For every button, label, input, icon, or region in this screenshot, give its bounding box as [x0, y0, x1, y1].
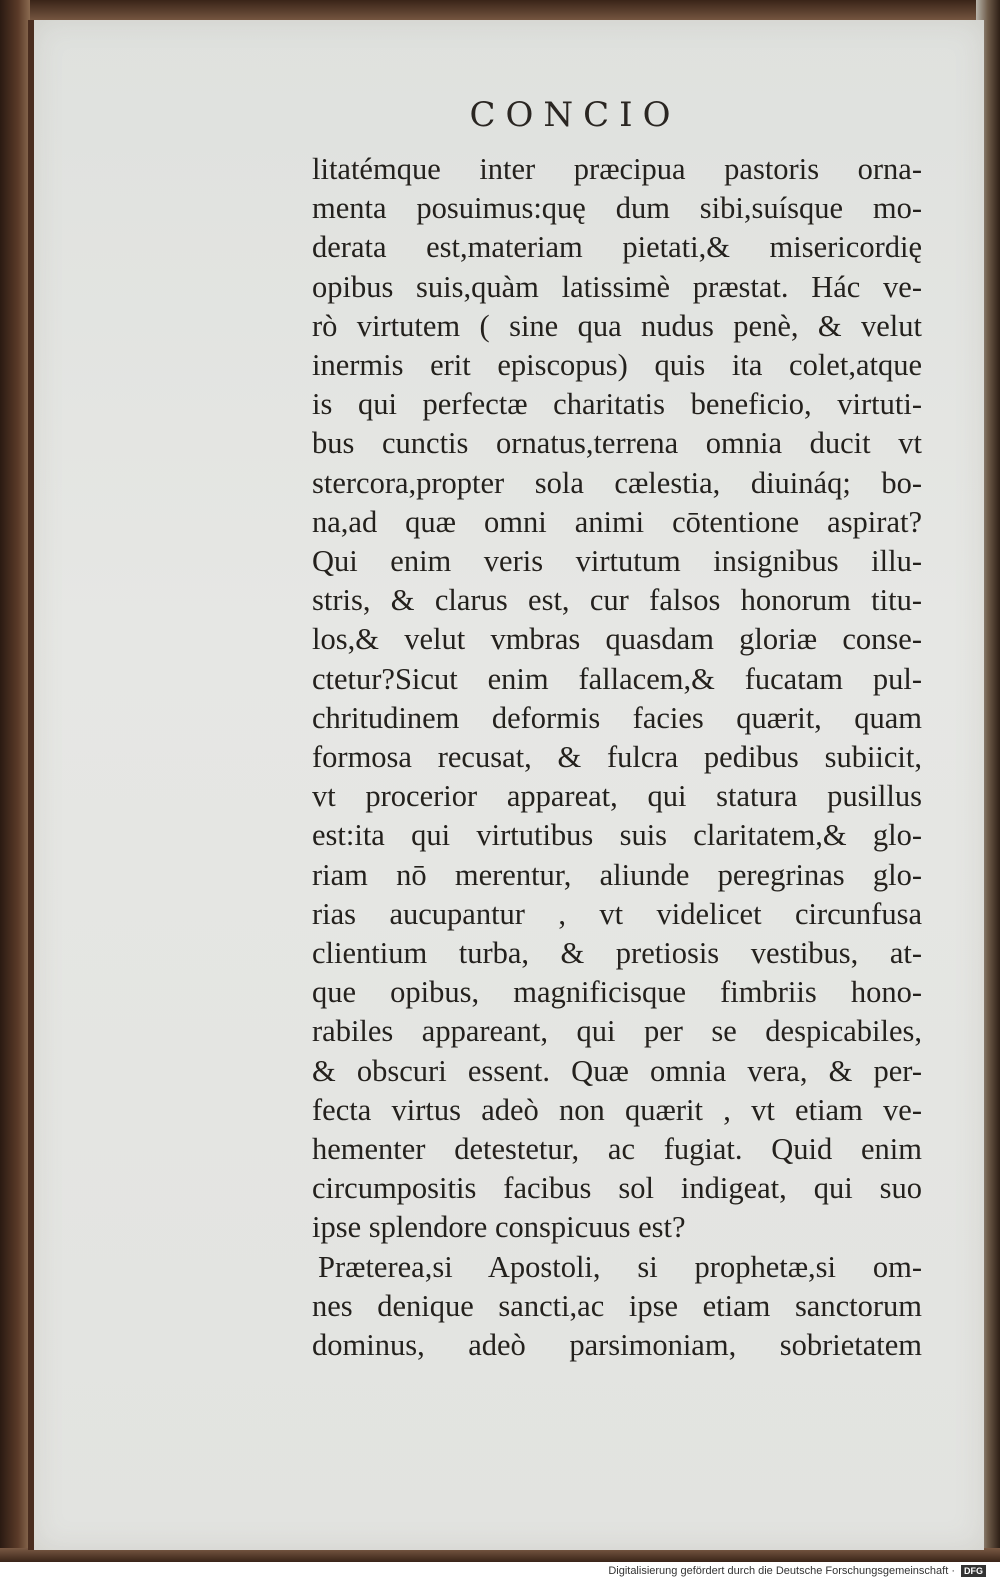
text-line-21: clientium turba, & pretiosis vestibus, at- — [312, 936, 922, 971]
digitization-footer — [0, 1562, 1000, 1580]
text-line-3: derata est,materiam pietati,& misericordię — [312, 230, 922, 265]
text-line-2: menta posuimus:quę dum sibi,suísque mo- — [312, 191, 922, 226]
text-line-26: hementer detestetur, ac fugiat. Quid enim — [312, 1132, 922, 1167]
book-spine-edge — [0, 0, 30, 1560]
book-top-edge — [0, 0, 1000, 22]
text-line-11: Qui enim veris virtutum insignibus illu- — [312, 544, 922, 579]
text-line-27: circumpositis facibus sol indigeat, qui suo — [312, 1171, 922, 1206]
text-line-28: ipse splendore conspicuus est? — [312, 1210, 686, 1245]
funding-credit: Digitalisierung gefördert durch die Deutsche Forschungsgemeinschaft · — [608, 1565, 955, 1577]
text-line-9: stercora,propter sola cælestia, diuináq; bo- — [312, 465, 922, 500]
text-line-30: nes denique sancti,ac ipse etiam sanctorum — [312, 1288, 922, 1323]
text-line-24: & obscuri essent. Quæ omnia vera, & per- — [312, 1053, 922, 1088]
text-line-22: que opibus, magnificisque fimbriis hono- — [312, 975, 922, 1010]
page-text-block — [312, 150, 922, 1365]
text-line-15: chritudinem deformis facies quærit, quam — [312, 700, 922, 735]
text-line-12: stris, & clarus est, cur falsos honorum titu- — [312, 583, 922, 618]
dfg-logo-badge: DFG — [961, 1565, 986, 1577]
text-line-10: na,ad quæ omni animi cōtentione aspirat? — [312, 504, 922, 539]
text-line-13: los,& velut vmbras quasdam gloriæ conse- — [312, 622, 922, 657]
text-line-16: formosa recusat, & fulcra pedibus subiicit, — [312, 740, 922, 775]
text-line-18: est:ita qui virtutibus suis claritatem,& glo- — [312, 818, 922, 853]
text-line-25: fecta virtus adeò non quærit , vt etiam ve- — [312, 1092, 922, 1127]
text-line-31: dominus, adeò parsimoniam, sobrietatem — [312, 1328, 922, 1363]
text-line-19: riam nō merentur, aliunde peregrinas glo- — [312, 857, 922, 892]
text-line-5: rò virtutem ( sine qua nudus penè, & velut — [312, 308, 922, 343]
text-line-1: litatémque inter præcipua pastoris orna- — [312, 152, 922, 186]
text-line-14: ctetur?Sicut enim fallacem,& fucatam pul- — [312, 661, 922, 696]
text-line-23: rabiles appareant, qui per se despicabiles, — [312, 1014, 922, 1049]
running-title: CONCIO — [469, 95, 681, 135]
text-line-29: Præterea,si Apostoli, si prophetæ,si om- — [318, 1249, 922, 1284]
book-bottom-edge — [0, 1548, 1000, 1562]
text-line-4: opibus suis,quàm latissimè præstat. Hác ve- — [312, 269, 922, 304]
text-line-20: rias aucupantur , vt videlicet circunfusa — [312, 896, 922, 931]
text-line-6: inermis erit episcopus) quis ita colet,atque — [312, 348, 922, 383]
text-line-17: vt procerior appareat, qui statura pusillus — [312, 779, 922, 814]
text-line-7: is qui perfectæ charitatis beneficio, virtuti- — [312, 387, 922, 422]
text-line-8: bus cunctis ornatus,terrena omnia ducit vt — [312, 426, 922, 461]
